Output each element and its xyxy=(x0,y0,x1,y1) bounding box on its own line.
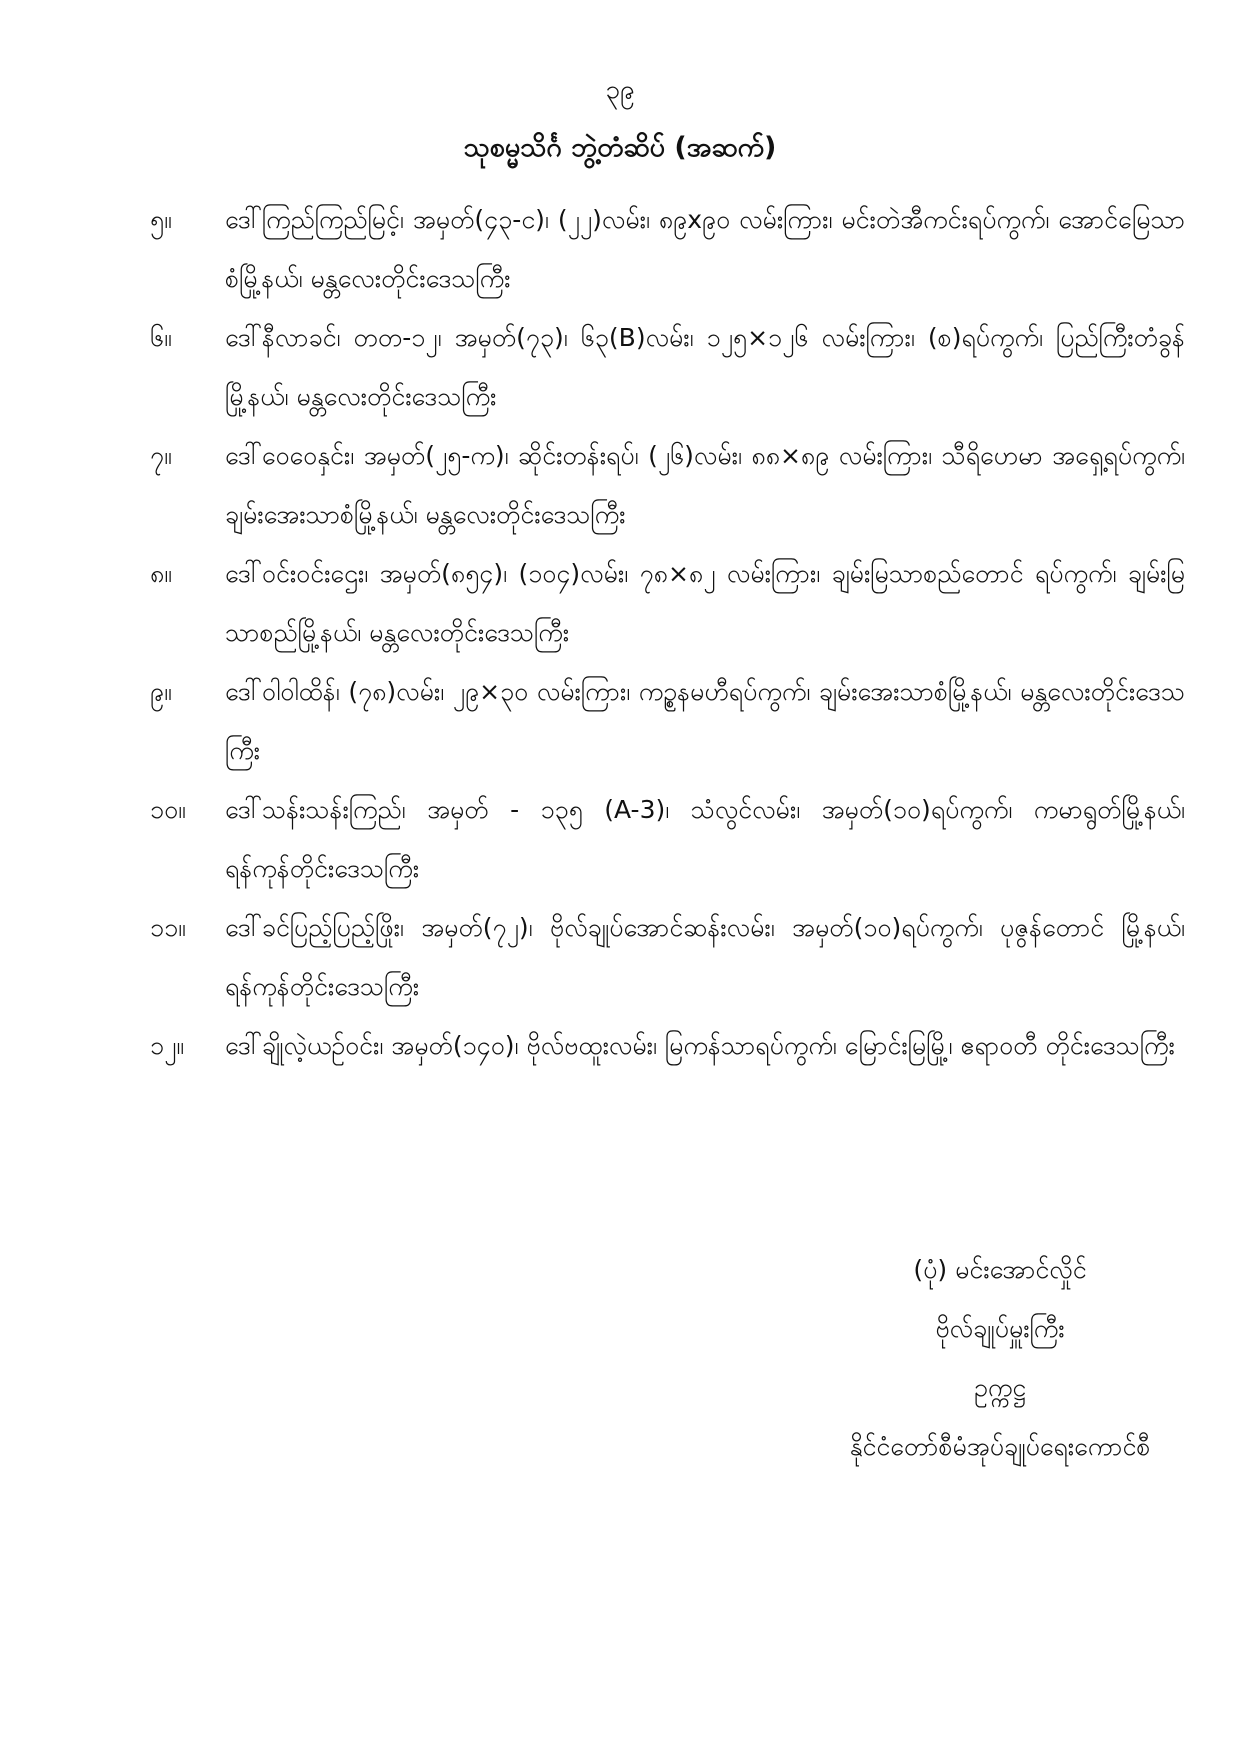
signature-block xyxy=(820,1240,1180,1476)
item-number: ၇။ xyxy=(150,441,172,470)
item-text: ဒေါ်ဝင်းဝင်းဌေး၊ အမှတ်(၈၅၄)၊ (၁၀၄)လမ်း၊ ၇၈×၈၂ လမ်းကြား၊ ချမ်းမြသာစည်တောင် ရပ်ကွက်၊ ချမ်းမြသာစည်မြို့နယ်၊ မန္တလေးတိုင်းဒေသကြီး xyxy=(225,559,1185,647)
item-number: ၁၂။ xyxy=(150,1031,184,1060)
list-item xyxy=(150,1016,1185,1134)
item-number: ၁၀။ xyxy=(150,795,186,824)
signatory-rank: ဗိုလ်ချုပ်မှူးကြီး xyxy=(935,1314,1065,1343)
list-item xyxy=(150,662,1185,780)
signatory-organization: နိုင်ငံတော်စီမံအုပ်ချုပ်ရေးကောင်စီ xyxy=(849,1432,1151,1461)
item-number: ၁၁။ xyxy=(150,913,186,942)
item-text: ဒေါ်သန်းသန်းကြည်၊ အမှတ် - ၁၃၅ (A-3)၊ သံလွင်လမ်း၊ အမှတ်(၁၀)ရပ်ကွက်၊ ကမာရွတ်မြို့နယ်၊ ရန်ကုန်တိုင်းဒေသကြီး xyxy=(225,795,1185,883)
awardee-list xyxy=(150,190,1185,1134)
item-text: ဒေါ်ဝါဝါထိန်၊ (၇၈)လမ်း၊ ၂၉×၃၀ လမ်းကြား၊ ကဥ္စနမဟီရပ်ကွက်၊ ချမ်းအေးသာစံမြို့နယ်၊ မန္တလေးတိုင်းဒေသကြီး xyxy=(225,677,1185,765)
list-item xyxy=(150,190,1185,308)
page-heading: သုစမ္မသိင်္ဂ ဘွဲ့တံဆိပ် (အဆက်) xyxy=(463,132,777,163)
item-number: ၈။ xyxy=(150,559,172,588)
item-number: ၆။ xyxy=(150,323,172,352)
item-text: ဒေါ်ခင်ပြည့်ပြည့်ဖြိုး၊ အမှတ်(၇၂)၊ ဗိုလ်ချုပ်အောင်ဆန်းလမ်း၊ အမှတ်(၁၀)ရပ်ကွက်၊ ပုဇွန်တောင် မြို့နယ်၊ ရန်ကုန်တိုင်းဒေသကြီး xyxy=(225,913,1185,1001)
item-text: ဒေါ်နီလာခင်၊ တတ-၁၂၊ အမှတ်(၇၃)၊ ၆၃(B)လမ်း၊ ၁၂၅×၁၂၆ လမ်းကြား၊ (စ)ရပ်ကွက်၊ ပြည်ကြီးတံခွန်မြို့နယ်၊ မန္တလေးတိုင်းဒေသကြီး xyxy=(225,323,1185,411)
signatory-position: ဥက္ကဋ္ဌ xyxy=(974,1373,1026,1402)
signatory-name: (ပုံ) မင်းအောင်လှိုင် xyxy=(913,1255,1087,1284)
item-text: ဒေါ်ကြည်ကြည်မြင့်၊ အမှတ်(၄၃-င)၊ (၂၂)လမ်း၊ ၈၉x၉၀ လမ်းကြား၊ မင်းတဲအီကင်းရပ်ကွက်၊ အောင်မြေသာစံမြို့နယ်၊ မန္တလေးတိုင်းဒေသကြီး xyxy=(225,205,1185,293)
item-number: ၉။ xyxy=(150,677,172,706)
list-item xyxy=(150,426,1185,544)
item-text: ဒေါ်ချိုလဲ့ယဉ်ဝင်း၊ အမှတ်(၁၄၀)၊ ဗိုလ်ဗထူးလမ်း၊ မြကန်သာရပ်ကွက်၊ မြောင်းမြမြို့၊ ဧရာဝတီ တိုင်းဒေသကြီး xyxy=(225,1031,1175,1060)
list-item xyxy=(150,898,1185,1016)
list-item xyxy=(150,308,1185,426)
list-item xyxy=(150,780,1185,898)
item-text: ဒေါ်ဝေဝေနှင်း၊ အမှတ်(၂၅-က)၊ ဆိုင်းတန်းရပ်၊ (၂၆)လမ်း၊ ၈၈×၈၉ လမ်းကြား၊ သီရိဟေမာ အရှေ့ရပ်ကွက်၊ ချမ်းအေးသာစံမြို့နယ်၊ မန္တလေးတိုင်းဒေသကြီး xyxy=(225,441,1185,529)
page-number: ၃၉ xyxy=(605,75,635,105)
item-number: ၅။ xyxy=(150,205,172,234)
list-item xyxy=(150,544,1185,662)
